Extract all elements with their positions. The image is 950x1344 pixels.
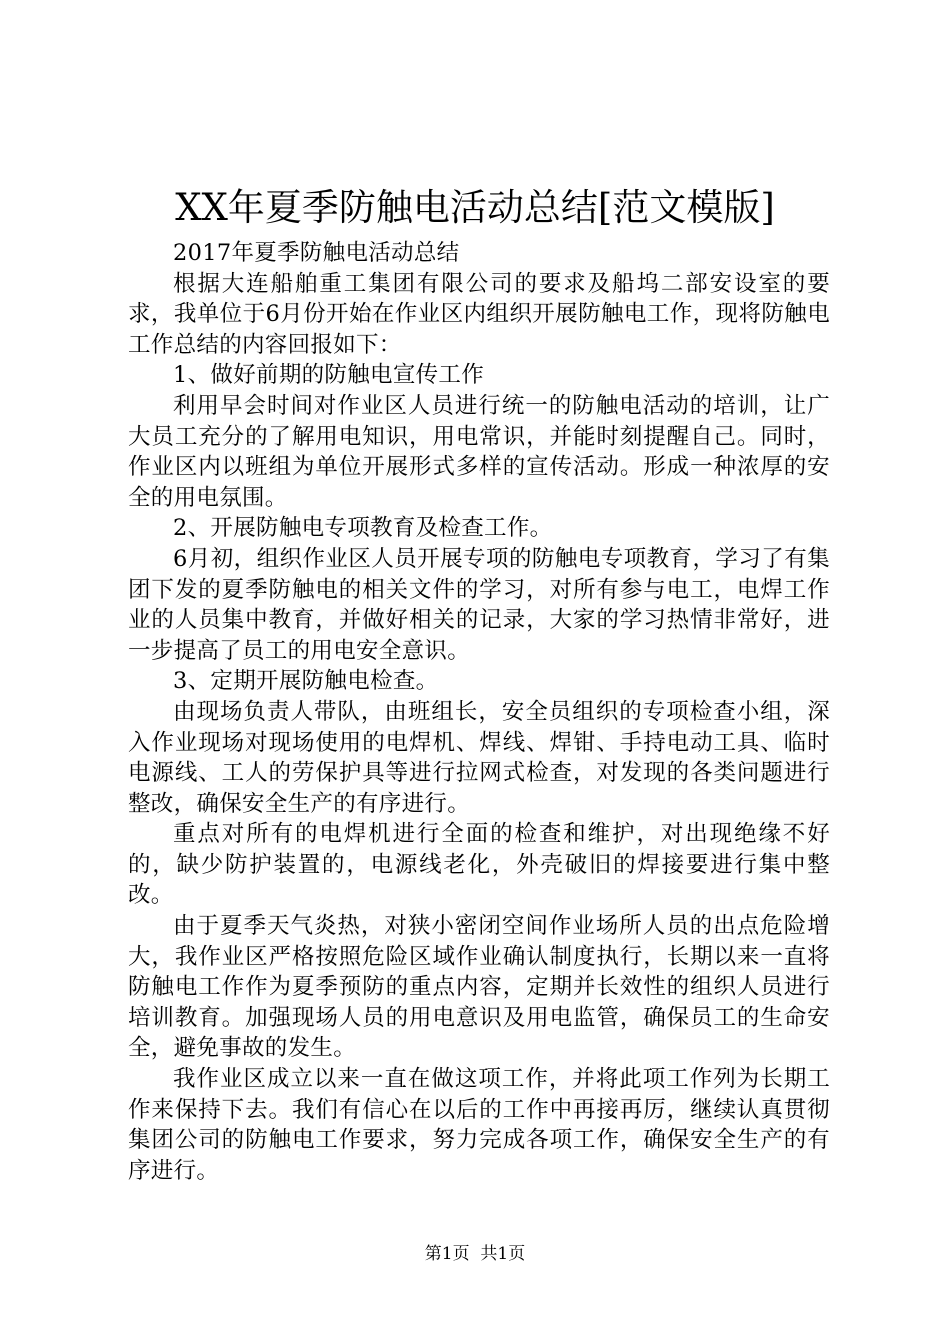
paragraph-subtitle: 2017年夏季防触电活动总结 bbox=[173, 240, 460, 266]
section-heading-1: 1、做好前期的防触电宣传工作 bbox=[173, 362, 485, 389]
paragraph-education: 6月初，组织作业区人员开展专项的防触电专项教育，学习了有集团下发的夏季防触电的相关文件的学习，对所有参与电工，电焊工作业的人员集中教育，并做好相关的记录，大家的学习热情非常好，进一步提高了员工的用电安全意识。 bbox=[128, 545, 830, 664]
paragraph-welder-maintenance: 重点对所有的电焊机进行全面的检查和维护，对出现绝缘不好的，缺少防护装置的，电源线老化，外壳破旧的焊接要进行集中整改。 bbox=[128, 821, 830, 909]
paragraph-conclusion: 我作业区成立以来一直在做这项工作，并将此项工作列为长期工作来保持下去。我们有信心在以后的工作中再接再厉，继续认真贯彻集团公司的防触电工作要求，努力完成各项工作，确保安全生产的有序进行。 bbox=[128, 1066, 830, 1184]
paragraph-inspection: 由现场负责人带队，由班组长，安全员组织的专项检查小组，深入作业现场对现场使用的电焊机、焊线、焊钳、手持电动工具、临时电源线、工人的劳保护具等进行拉网式检查，对发现的各类问题进行整改，确保安全生产的有序进行。 bbox=[128, 698, 830, 817]
document-body bbox=[128, 238, 830, 1186]
paragraph-training: 利用早会时间对作业区人员进行统一的防触电活动的培训，让广大员工充分的了解用电知识，用电常识，并能时刻提醒自己。同时，作业区内以班组为单位开展形式多样的宣传活动。形成一种浓厚的安全的用电氛围。 bbox=[128, 392, 830, 511]
section-heading-3: 3、定期开展防触电检查。 bbox=[173, 668, 439, 695]
document-title: XX年夏季防触电活动总结[范文模版] bbox=[175, 186, 775, 229]
paragraph-intro: 根据大连船舶重工集团有限公司的要求及船坞二部安设室的要求，我单位于6月份开始在作业区内组织开展防触电工作，现将防触电工作总结的内容回报如下： bbox=[128, 270, 830, 358]
paragraph-summer-risk: 由于夏季天气炎热，对狭小密闭空间作业场所人员的出点危险增大，我作业区严格按照危险区域作业确认制度执行，长期以来一直将防触电工作作为夏季预防的重点内容，定期并长效性的组织人员进行培训教育。加强现场人员的用电意识及用电监管，确保员工的生命安全，避免事故的发生。 bbox=[128, 913, 830, 1062]
page-footer: 第1页 共1页 bbox=[424, 1244, 526, 1264]
section-heading-2: 2、开展防触电专项教育及检查工作。 bbox=[173, 515, 553, 542]
